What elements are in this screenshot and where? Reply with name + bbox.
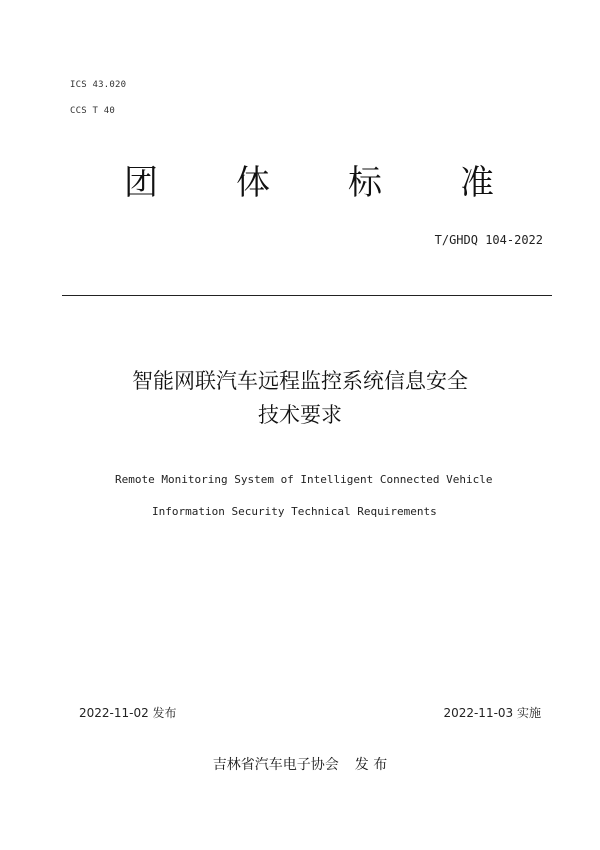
standard-type-char: 体	[236, 163, 270, 203]
implementation-date: 2022-11-03 实施	[443, 706, 541, 720]
english-title-line-1: Remote Monitoring System of Intelligent Connected Vehicle	[115, 473, 493, 486]
chinese-title-line-1: 智能网联汽车远程监控系统信息安全	[132, 369, 468, 393]
publisher-action: 发 布	[354, 757, 388, 773]
standard-type-heading	[124, 155, 494, 204]
ics-code: ICS 43.020	[70, 80, 127, 90]
standard-type-char: 准	[460, 163, 494, 203]
issue-date: 2022-11-02 发布	[79, 706, 177, 720]
english-title-line-2: Information Security Technical Requirements	[152, 505, 437, 518]
standard-code: T/GHDQ 104-2022	[434, 233, 543, 247]
chinese-title-line-2: 技术要求	[258, 403, 342, 427]
header-divider	[62, 295, 552, 296]
publisher-line	[0, 754, 600, 774]
standard-type-char: 团	[124, 163, 158, 203]
standard-type-char: 标	[348, 163, 382, 203]
publisher-name: 吉林省汽车电子协会	[212, 757, 339, 773]
ccs-code: CCS T 40	[70, 106, 115, 116]
